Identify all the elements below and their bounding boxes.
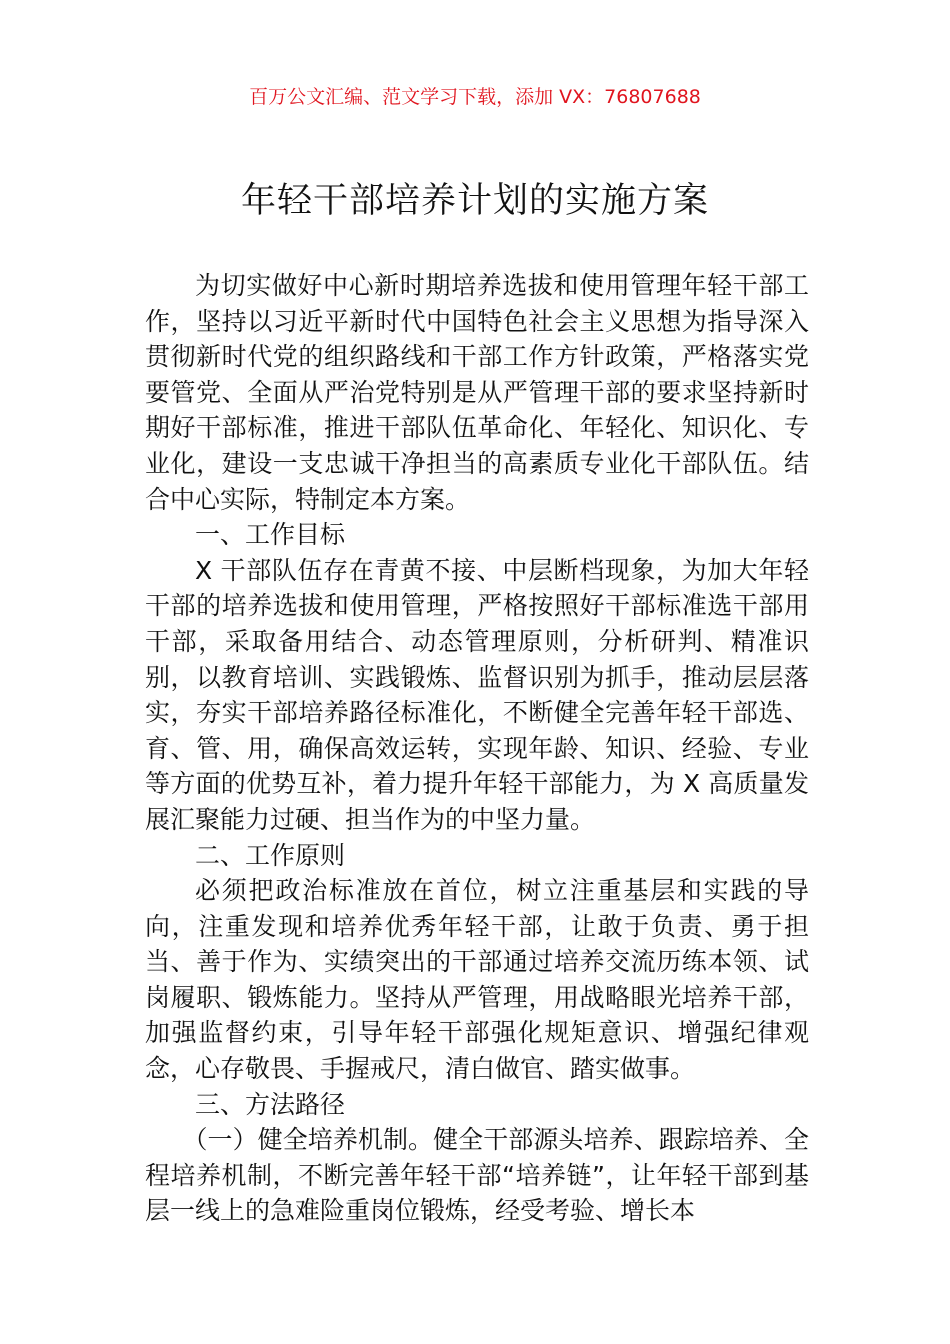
document-body <box>145 268 809 1229</box>
section-heading-principles: 二、工作原则 <box>195 840 346 870</box>
paragraph-goals: X 干部队伍存在青黄不接、中层断档现象，为加大年轻干部的培养选拔和使用管理，严格按照好干部标准选干部用干部，采取备用结合、动态管理原则，分析研判、精准识别，以教育培训、实践锻炼、监督识别为抓手，推动层层落实，夯实干部培养路径标准化，不断健全完善年轻干部选、育、管、用，确保高效运转，实现年龄、知识、经验、专业等方面的优势互补，着力提升年轻干部能力，为 X 高质量发展汇聚能力过硬、担当作为的中坚力量。 <box>145 555 809 834</box>
section-heading-goals: 一、工作目标 <box>195 520 346 550</box>
paragraph-methods-1: （一）健全培养机制。健全干部源头培养、跟踪培养、全程培养机制，不断完善年轻干部“培养链”，让年轻干部到基层一线上的急难险重岗位锻炼，经受考验、增长本 <box>145 1125 809 1226</box>
section-heading-methods: 三、方法路径 <box>195 1089 346 1119</box>
paragraph-intro: 为切实做好中心新时期培养选拔和使用管理年轻干部工作，坚持以习近平新时代中国特色社会主义思想为指导深入贯彻新时代党的组织路线和干部工作方针政策，严格落实党要管党、全面从严治党特别是从严管理干部的要求坚持新时期好干部标准，推进干部队伍革命化、年轻化、知识化、专业化，建设一支忠诚干净担当的高素质专业化干部队伍。结合中心实际，特制定本方案。 <box>145 271 809 514</box>
watermark-text: 百万公文汇编、范文学习下载，添加 VX：76807688 <box>249 86 701 108</box>
document-title: 年轻干部培养计划的实施方案 <box>240 181 709 221</box>
paragraph-principles: 必须把政治标准放在首位，树立注重基层和实践的导向，注重发现和培养优秀年轻干部，让敢于负责、勇于担当、善于作为、实绩突出的干部通过培养交流历练本领、试岗履职、锻炼能力。坚持从严管理，用战略眼光培养干部，加强监督约束，引导年轻干部强化规矩意识、增强纪律观念，心存敬畏、手握戒尺，清白做官、踏实做事。 <box>145 876 809 1084</box>
